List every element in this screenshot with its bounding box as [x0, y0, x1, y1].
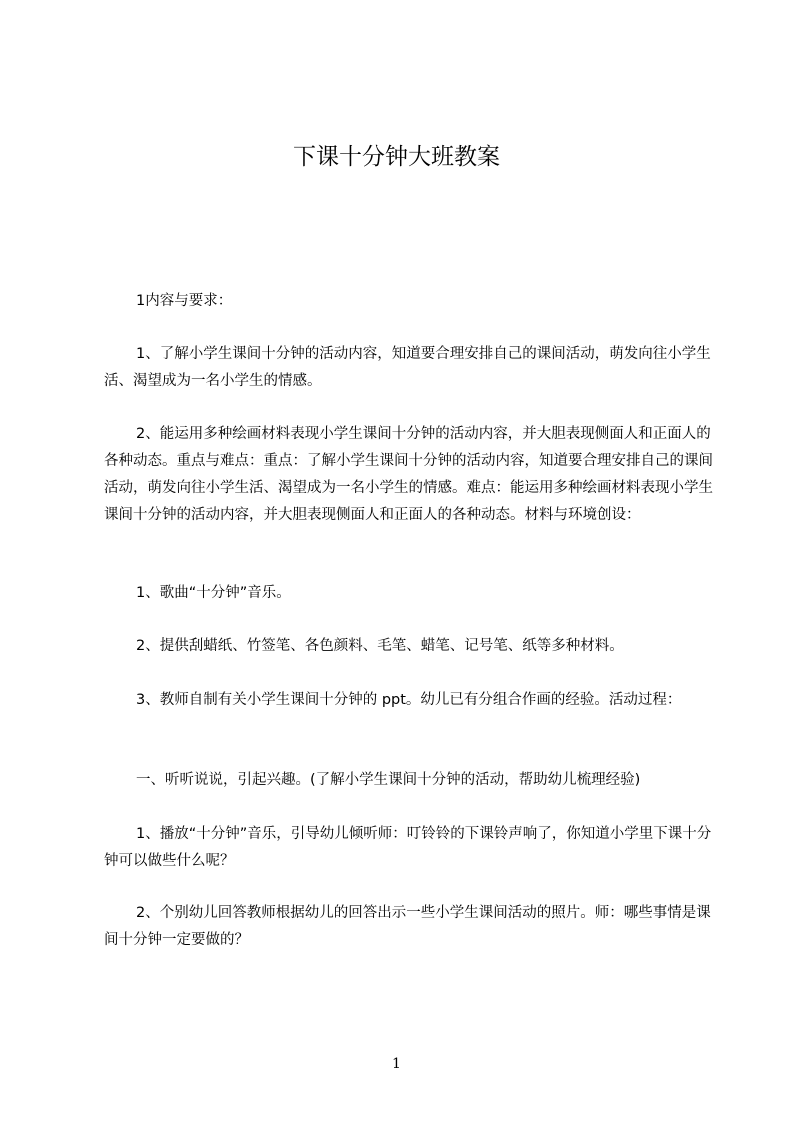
paragraph-activity-1: 1、播放“十分钟”音乐，引导幼儿倾听师：叮铃铃的下课铃声响了，你知道小学里下课十分钟可以做些什么呢？ — [104, 826, 712, 869]
paragraph-material-1: 1、歌曲“十分钟”音乐。 — [136, 585, 291, 601]
page-number: 1 — [392, 1056, 401, 1072]
paragraph-activity-2: 2、个别幼儿回答教师根据幼儿的回答出示一些小学生课间活动的照片。师：哪些事情是课间十分钟一定要做的？ — [104, 905, 711, 948]
paragraph-goal-2: 2、能运用多种绘画材料表现小学生课间十分钟的活动内容，并大胆表现侧面人和正面人的各种动态。重点与难点：重点：了解小学生课间十分钟的活动内容，知道要合理安排自己的课间活动，萌发向往小学生活、渴望成为一名小学生的情感。难点：能运用多种绘画材料表现小学生课间十分钟的活动内容，并大胆表现侧面人和正面人的各种动态。材料与环境创设： — [104, 426, 713, 523]
paragraph-material-2: 2、提供刮蜡纸、竹签笔、各色颜料、毛笔、蜡笔、记号笔、纸等多种材料。 — [136, 638, 624, 654]
paragraph-content-requirements: 1内容与要求： — [136, 293, 233, 309]
document-title: 下课十分钟大班教案 — [293, 144, 500, 170]
paragraph-goal-1: 1、了解小学生课间十分钟的活动内容，知道要合理安排自己的课间活动，萌发向往小学生活、渴望成为一名小学生的情感。 — [104, 346, 711, 389]
paragraph-activity-heading: 一、听听说说，引起兴趣。(了解小学生课间十分钟的活动，帮助幼儿梳理经验) — [136, 772, 641, 788]
paragraph-material-3: 3、教师自制有关小学生课间十分钟的 ppt。幼儿已有分组合作画的经验。活动过程： — [136, 692, 682, 708]
